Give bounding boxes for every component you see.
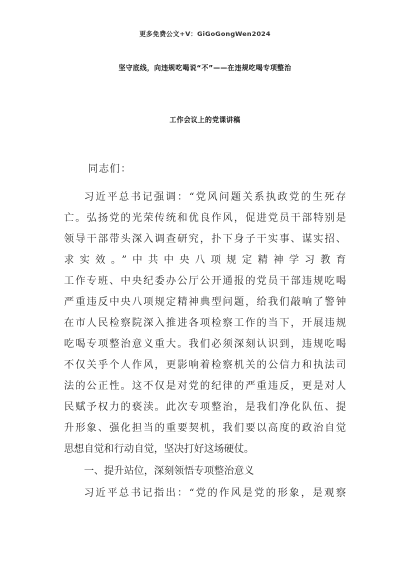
body-line: 习近平总书记强调：“党风问题关系执政党的生死存 — [84, 192, 346, 203]
document-title-line-2: 工作会议上的党课讲稿 — [169, 116, 241, 124]
body-line: 升形象、强化担当的重要契机，我们要以高度的政治自觉 — [64, 423, 346, 434]
body-line: 在市人民检察院深入推进各项检察工作的当下，开展违规 — [64, 318, 346, 329]
body-line: 领导干部带头深入调查研究，扑下身子干实事、谋实招、 — [64, 234, 346, 245]
salutation: 同志们： — [88, 164, 132, 175]
body-line: 法的公正性。这不仅是对党的纪律的严重违反，更是对人 — [64, 381, 346, 392]
body-line: 民赋予权力的亵渎。此次专项整治，是我们净化队伍、提 — [64, 402, 346, 413]
body-line: 严重违反中央八项规定精神典型问题，给我们敲响了警钟 — [64, 297, 346, 308]
body-line: 习近平总书记指出：“党的作风是党的形象，是观察 — [84, 488, 346, 499]
document-title-line-1: 坚守底线，向违规吃喝说“不”——在违规吃喝专项整治 — [118, 64, 292, 72]
header-note: 更多免费公文+V：GiGoGongWen2024 — [139, 30, 271, 38]
body-line: 求实效。”中共中央八项规定精神学习教育 — [64, 255, 346, 266]
body-line: 工作专班、中央纪委办公厅公开通报的党员干部违规吃喝 — [64, 276, 346, 287]
body-line: 亡。弘扬党的光荣传统和优良作风，促进党员干部特别是 — [64, 213, 346, 224]
body-line: 思想自觉和行动自觉，坚决打好这场硬仗。 — [64, 444, 254, 455]
section-heading: 一、提升站位，深刻领悟专项整治意义 — [84, 466, 254, 477]
body-line: 不仅关乎个人作风，更影响着检察机关的公信力和执法司 — [64, 360, 346, 371]
body-line: 吃喝专项整治意义重大。我们必须深刻认识到，违规吃喝 — [64, 339, 346, 350]
